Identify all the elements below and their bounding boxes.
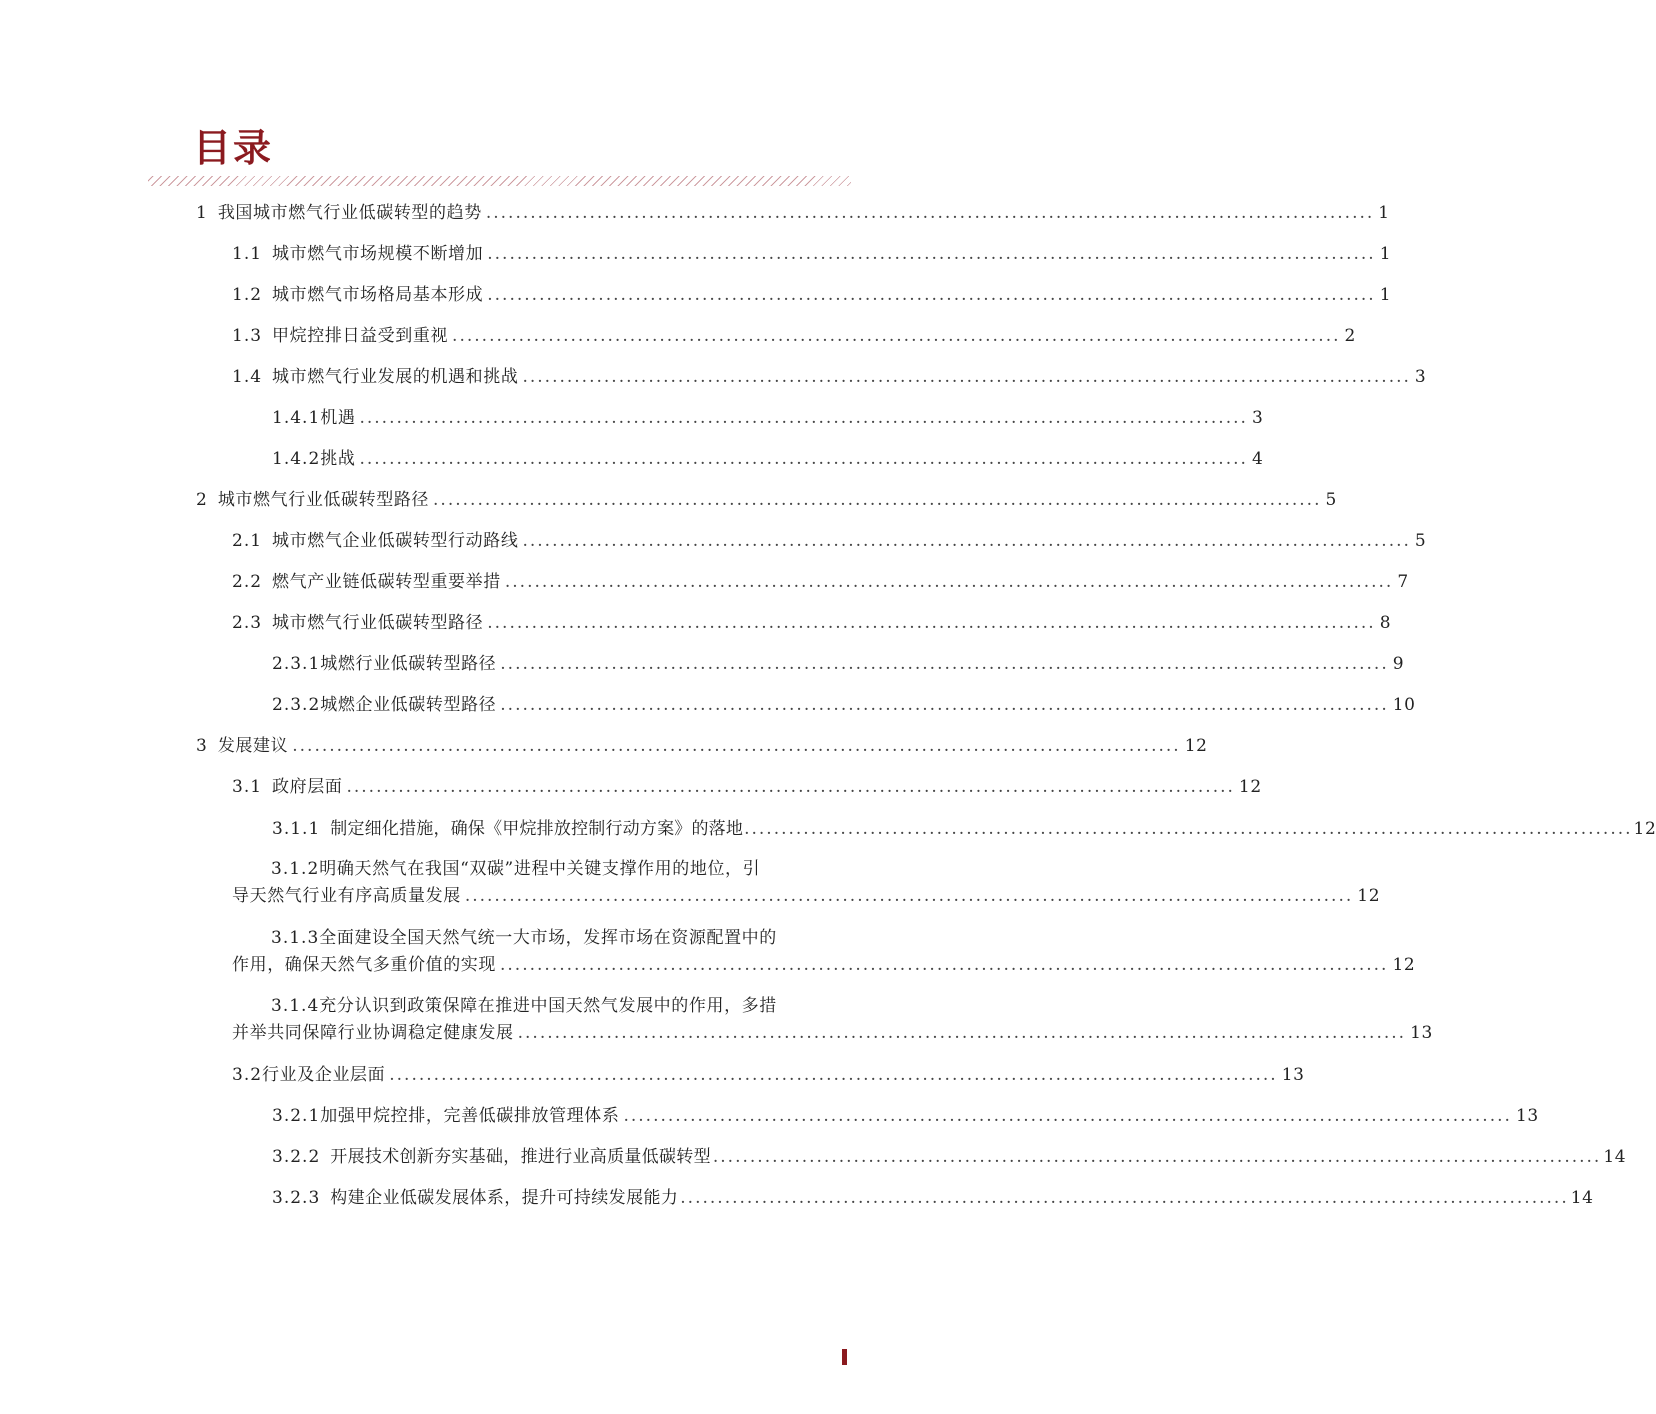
toc-title: 城市燃气行业低碳转型路径 [272,613,484,633]
dot-leader: ........................................................................................................................ [487,244,1376,264]
dot-leader: ........................................................................................................................ [433,490,1322,510]
toc-title: 我国城市燃气行业低碳转型的趋势 [217,203,482,223]
toc-entry[interactable] [232,364,1427,391]
toc-entry[interactable] [272,651,1405,678]
toc-title: 城市燃气企业低碳转型行动路线 [272,531,519,551]
dot-leader: ........................................................................................................................ [487,285,1376,305]
dot-leader: ........................................................................................................................ [487,613,1376,633]
toc-page-number: 1 [1378,203,1390,223]
dot-leader: ........................................................................................................................ [359,408,1248,428]
dot-leader: ........................................................................................................................ [464,886,1354,906]
toc-number: 3.1.4 [271,996,320,1016]
toc-entry[interactable] [272,1103,1539,1130]
toc-page-number: 1 [1379,285,1392,305]
toc-title: 甲烷控排日益受到重视 [272,326,449,346]
toc-number: 2.1 [232,531,263,551]
toc-entry[interactable] [232,569,1409,596]
toc-page-number: 13 [1281,1065,1305,1085]
toc-page-number: 14 [1570,1188,1594,1208]
toc-number: 3 [196,736,208,756]
page-marker-bar [842,1349,847,1365]
toc-page-number: 4 [1251,449,1264,469]
toc-title-line2: 作用，确保天然气多重价值的实现 [232,955,496,975]
toc-title: 构建企业低碳发展体系，提升可持续发展能力 [330,1188,679,1208]
toc-title: 挑战 [320,449,356,469]
dot-leader: ........................................................................................................................ [359,449,1248,469]
dot-leader: ........................................................................................................................ [522,531,1411,551]
toc-entry[interactable] [196,487,1337,514]
toc-page-number: 1 [1379,244,1392,264]
toc-title: 城燃企业低碳转型路径 [320,695,497,715]
dot-leader: ........................................................................................................................ [485,203,1375,223]
toc-page-number: 3 [1414,367,1427,387]
toc-number: 3.1.3 [271,928,320,948]
toc-title-line1: 明确天然气在我国“双碳”进程中关键支撑作用的地位，引 [319,859,761,879]
toc-page-number: 7 [1397,572,1409,592]
toc-number: 1.4.2 [272,449,321,469]
toc-page-number: 13 [1410,1023,1433,1043]
toc-number: 3.2.3 [272,1188,321,1208]
toc-entry[interactable] [196,733,1208,760]
toc-title: 机遇 [320,408,356,428]
toc-page-number: 12 [1184,736,1208,756]
toc-page-number: 12 [1392,955,1416,975]
toc-title: 发展建议 [217,736,289,756]
toc-number: 1.1 [232,244,263,264]
toc-number: 3.2.1 [272,1106,321,1126]
toc-title-line2: 导天然气行业有序高质量发展 [232,886,461,906]
dot-leader: ........................................................................................................................ [500,695,1389,715]
toc-entry[interactable] [232,528,1427,555]
dot-leader: ........................................................................................................................ [500,654,1389,674]
toc-number: 2.3 [232,613,263,633]
toc-number: 3.2 [232,1065,263,1085]
toc-number: 3.1.1 [272,819,321,839]
toc-title: 城市燃气市场规模不断增加 [272,244,484,264]
toc-page-number: 10 [1392,695,1416,715]
toc-number: 2 [196,490,208,510]
toc-number: 1.4 [232,367,263,387]
toc-entry[interactable] [232,610,1392,637]
toc-page-number: 13 [1515,1106,1539,1126]
toc-page-number: 3 [1251,408,1264,428]
toc-page-number: 5 [1414,531,1427,551]
toc-number: 1.4.1 [272,408,321,428]
toc-entry[interactable] [196,200,1390,227]
toc-entry[interactable] [272,816,1656,843]
dot-leader: ........................................................................................................................ [500,955,1389,975]
toc-entry[interactable] [272,1144,1627,1171]
toc-page-number: 5 [1325,490,1337,510]
toc-number: 2.3.1 [272,654,321,674]
toc-entry[interactable] [232,241,1392,268]
toc-page-number: 12 [1357,886,1381,906]
toc-number: 3.2.2 [272,1147,321,1167]
toc-entry[interactable] [232,323,1356,350]
toc-entry[interactable] [272,446,1264,473]
toc-entry[interactable] [232,856,1381,910]
toc-entry[interactable] [232,282,1392,309]
toc-entry[interactable] [272,1185,1594,1212]
toc-title: 城市燃气行业低碳转型路径 [217,490,430,510]
toc-page-number: 12 [1238,777,1262,797]
toc-number: 1.3 [232,326,263,346]
toc-page-number: 2 [1344,326,1356,346]
dot-leader: ........................................................................................................................ [522,367,1411,387]
toc-title: 城市燃气行业发展的机遇和挑战 [272,367,519,387]
toc-title-line1: 全面建设全国天然气统一大市场，发挥市场在资源配置中的 [319,928,777,948]
toc-title: 行业及企业层面 [262,1065,386,1085]
toc-title: 城市燃气市场格局基本形成 [272,285,484,305]
dot-leader: ........................................................................................................................ [517,1023,1407,1043]
toc-title: 城燃行业低碳转型路径 [320,654,497,674]
dot-leader: ........................................................................................................................ [712,1147,1602,1167]
toc-entry[interactable] [272,405,1264,432]
dot-leader: ........................................................................................................................ [623,1106,1512,1126]
toc-number: 2.2 [232,572,263,592]
toc-entry[interactable] [272,692,1416,719]
toc-number: 3.1.2 [271,859,320,879]
dot-leader: ........................................................................................................................ [389,1065,1278,1085]
title-divider [148,176,851,186]
toc-page-number: 9 [1392,654,1405,674]
toc-entry[interactable] [232,925,1416,979]
dot-leader: ........................................................................................................................ [292,736,1181,756]
dot-leader: ........................................................................................................................ [744,819,1633,839]
toc-title-line2: 并举共同保障行业协调稳定健康发展 [232,1023,514,1043]
toc-title: 燃气产业链低碳转型重要举措 [272,572,501,592]
toc-entry[interactable] [232,774,1262,801]
toc-page-number: 8 [1379,613,1392,633]
toc-title: 加强甲烷控排，完善低碳排放管理体系 [320,1106,620,1126]
toc-number: 1 [196,203,208,223]
toc-number: 2.3.2 [272,695,321,715]
dot-leader: ........................................................................................................................ [346,777,1235,797]
dot-leader: ........................................................................................................................ [452,326,1341,346]
toc-title: 制定细化措施，确保《甲烷排放控制行动方案》的落地 [330,819,744,839]
dot-leader: ........................................................................................................................ [504,572,1394,592]
toc-page-number: 14 [1603,1147,1627,1167]
toc-title: 开展技术创新夯实基础，推进行业高质量低碳转型 [330,1147,711,1167]
toc-number: 1.2 [232,285,263,305]
toc-number: 3.1 [232,777,263,797]
toc-entry[interactable] [232,1062,1305,1089]
toc-entry[interactable] [232,993,1433,1047]
toc-page-number: 12 [1633,819,1656,839]
page-title: 目录 [193,126,274,170]
toc-title-line1: 充分认识到政策保障在推进中国天然气发展中的作用，多措 [319,996,777,1016]
dot-leader: ........................................................................................................................ [680,1188,1569,1208]
toc-title: 政府层面 [272,777,343,797]
